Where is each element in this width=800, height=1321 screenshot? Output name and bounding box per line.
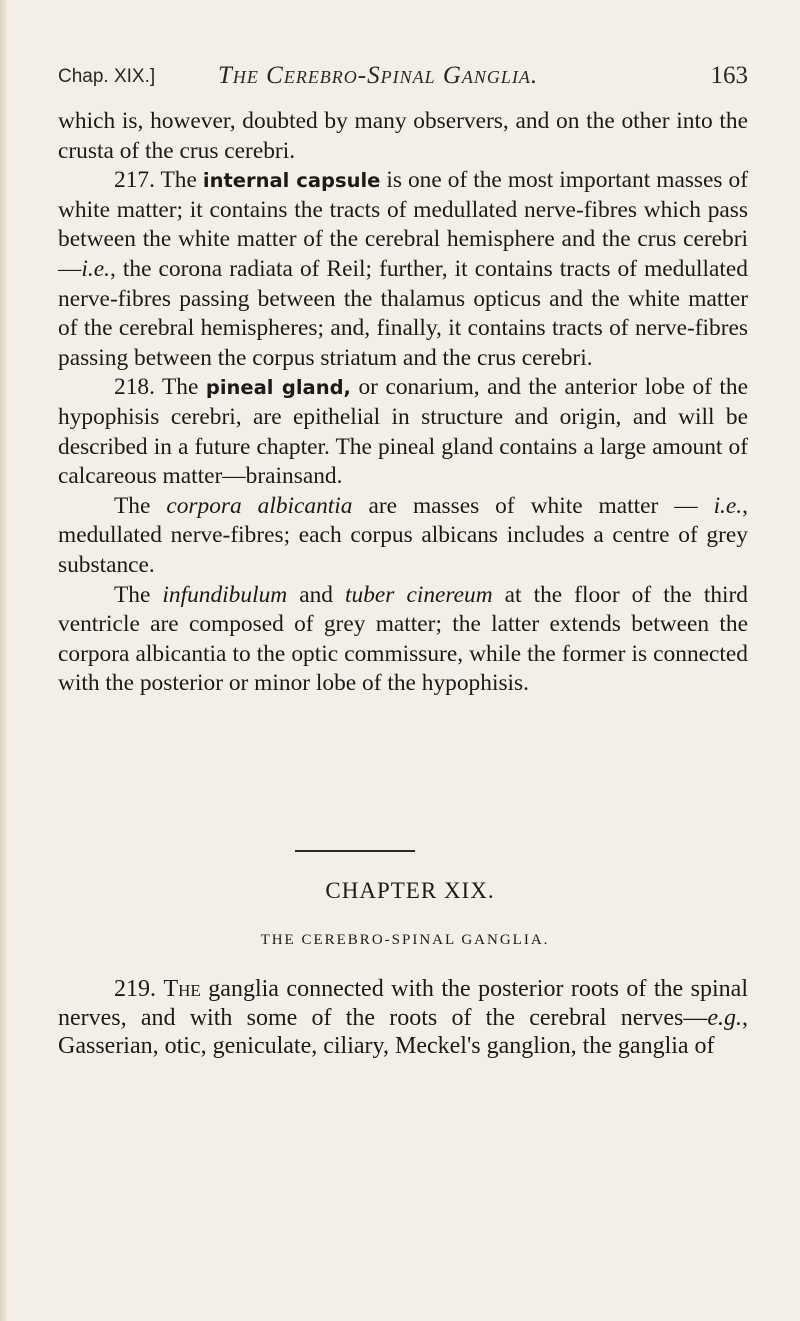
italic-abbrev: e.g. [707,1004,742,1031]
paragraph-number: 217. The [114,167,203,194]
paragraph-text: at the floor of the third ventricle are composed of grey matter; the latter extends between the corpora albicantia to the optic commissure, while the former is connected with the posterior or minor lobe of the hypophisis. [58,581,749,697]
paragraph-text: or conarium, and the anterior lobe of the hypophisis cerebri, are epithelial in structure and origin, and will be described in a future chapter. The pineal gland contains a large amount of calcareous matter—brainsand. [58,374,749,490]
italic-abbrev: i.e. [81,255,110,282]
page-gutter [0,0,7,1321]
running-head-chapter: Chap. XIX.] [58,66,156,87]
paragraph-218 [58,373,748,491]
italic-abbrev: i.e. [713,492,743,519]
bold-term: internal capsule [202,169,381,193]
paragraph-text: , the corona radiata of Reil; further, it contains tracts of medullated nerve-fibres passing between the thalamus opticus and the white matter of the cerebral hemispheres; and, finally, it contains tracts of nerve-fibres passing between the corpus striatum and the crus cerebri. [58,255,748,371]
chapter-subtitle: THE CEREBRO-SPINAL GANGLIA. [260,932,550,948]
paragraph-text: is one of the most important masses of white matter; it contains the tracts of medullated nerve-fibres which pass between the white matter of the cerebral hemisphere and the crus cerebri— [58,167,749,282]
paragraph-number: 219. [114,976,164,1002]
running-head-title: The Cerebro-Spinal Ganglia. [218,62,539,89]
italic-term: infundibulum [162,581,288,608]
paragraph-continued [58,107,748,166]
italic-term: corpora albicantia [166,492,353,519]
paragraph-infundibulum [58,581,748,699]
running-head [58,60,748,100]
body-text [58,107,748,699]
paragraph-number: 218. The [114,374,206,401]
paragraph-text: , medullated nerve-fibres; each corpus albicans includes a centre of grey substance. [58,492,748,578]
page-number: 163 [710,62,748,89]
bold-term: pineal gland, [205,376,351,400]
paragraph-text: are masses of white matter — [352,492,714,519]
chapter-title: CHAPTER XIX. [325,878,495,903]
paragraph-219 [58,975,748,1061]
paragraph-text: The [114,492,167,519]
paragraph-corpora-albicantia [58,492,748,581]
small-caps-word: The [163,976,201,1002]
chapter-text [58,975,748,1061]
paragraph-217 [58,166,748,373]
paragraph-text: which is, however, doubted by many observers, and on the other into the crusta of the crus cerebri. [58,108,748,164]
paragraph-text: ganglia connected with the posterior roots of the spinal nerves, and with some of the roots of the cerebral nerves— [58,976,749,1031]
paragraph-text: , Gasserian, otic, geniculate, ciliary, Meckel's ganglion, the ganglia of [58,1004,748,1059]
paragraph-text: The [114,581,163,608]
paragraph-text: and [287,581,346,608]
section-rule [295,850,415,852]
italic-term: tuber cinereum [345,581,493,608]
